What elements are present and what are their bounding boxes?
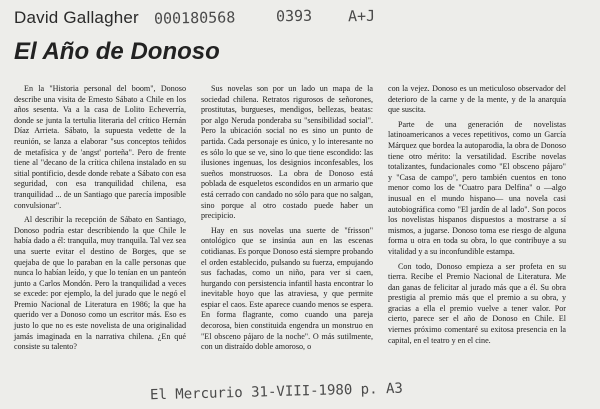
column-paragraph: con la vejez. Donoso es un meticuloso observador del deterioro de la carne y de la mente, y de la anarquía que suscita.: [388, 84, 566, 115]
handwritten-initials: A+J: [347, 6, 376, 26]
handwritten-archive-number: 0393: [275, 6, 313, 26]
article-column-1: [14, 84, 186, 357]
column-paragraph: Al describir la recepción de Sábato en Santiago, Donoso podría estar describiendo la que Chile le había dado a él: tranquila, muy tranquila. Tal vez sea una suerte evitar el destino de Borges, que se quejaba de que lo paraban en la calle personas que nunca lo habían leído, y que lo tenían en un panteón junto a Carlos Mondón. Pero la tranquilidad a veces se excede: por ejemplo, la del jurado que le negó el Premio Nacional de Literatura en 1986; la que ha querido ver a Donoso como un escritor más. Eso es justo lo que no es este novelista de una originalidad jamás imaginada en la narrativa chilena. ¿En qué consiste su talento?: [14, 215, 186, 352]
article-column-3: [388, 84, 566, 350]
column-paragraph: Sus novelas son por un lado un mapa de la sociedad chilena. Retratos rigurosos de señorones, prostitutas, burgueses, mendigos, bellezas, beatas: por algo Neruda ponderaba su "sensibilidad social". Pero la ubicación social no es sino un punto de partida. Cada personaje es único, y lo interesante no es sólo lo que se ve, sino lo que tiene escondido: las ilusiones ingenuas, los designios inconfesables, los sueños monstruosos. La obra de Donoso está poblada de esqueletos escondidos en un armario que está cerrado con candado no sólo para que no salgan, sino porque al otro costado puede haber un precipicio.: [201, 84, 373, 221]
article-title: El Año de Donoso: [14, 38, 220, 65]
handwritten-source-note: El Mercurio 31-VIII-1980 p. A3: [149, 380, 404, 404]
column-paragraph: Hay en sus novelas una suerte de "frisson" ontológico que se insinúa aun en las escenas cotidianas. Es porque Donoso está siempre probando el orden establecido, pulsando su fuerza, empujando sus fachadas, como un niño, para ver si caen, hurgando con persistencia infantil hasta encontrar lo inevitable hoyo que las atraviesa, y que permite espiar el caos. Este aparece cuando menos se espera. En forma flagrante, como cuando una pareja decorosa, bien constituida engendra un monstruo en "El obsceno pájaro de la noche". O más sutilmente, con un distraído doble amoroso, o: [201, 225, 373, 352]
handwritten-archive-code: 000180568: [153, 8, 236, 28]
column-paragraph: Parte de una generación de novelistas latinoamericanos a veces repetitivos, como un García Márquez que bordea la autoparodia, la obra de Donoso tiene otro mérito: la versatilidad. Escribe novelas totalizantes, fundacionales como "El obsceno pájaro" y "Casa de campo", pero también cuentos en tono menor como los de "Cuatro para Delfina" o —algo inusual en el mundo hispano— una novela casi autobiográfica como "El jardín de al lado". Son pocos los novelistas hispanos dispuestos a mostrarse a sí mismos, a jugarse. Donoso toma ese riesgo de alguna forma u otra en toda su obra, lo que contribuye a su vitalidad y a su inconfundible estampa.: [388, 119, 566, 256]
article-column-2: [201, 84, 373, 357]
column-paragraph: En la "Historia personal del boom", Donoso describe una visita de Ernesto Sábato a Chile en los años sesenta. Va a la casa de Lolito Echeverría, donde se junta la tertulia literaria del crítico Hernán Díaz Arrieta. Sábato, la supuesta vedette de la reunión, se lanza a elaborar "sus conceptos teñidos de metafísica y de 'angst' porteña". Pero de frente tiene al "decano de la crítica chilena instalado en su sitial pontificio, desde donde rebate a Sábato con esa seguridad, con esa tranquilidad chilena, esa tranquilidad ... de un Santiago que parecía imposible convulsionar".: [14, 84, 186, 210]
column-paragraph: Con todo, Donoso empieza a ser profeta en su tierra. Recibe el Premio Nacional de Literatura. Me dan ganas de felicitar al jurado más que a él. Su obra prestigia al premio más que el premio a su obra, y gracias a ella el premio vuelve a tener valor. Por cierto, parece ser el año de Donoso en Chile. El viernes próximo comentaré su exitosa presencia en la capital, en el teatro y en el cine.: [388, 261, 566, 345]
author-byline: David Gallagher: [14, 8, 139, 27]
